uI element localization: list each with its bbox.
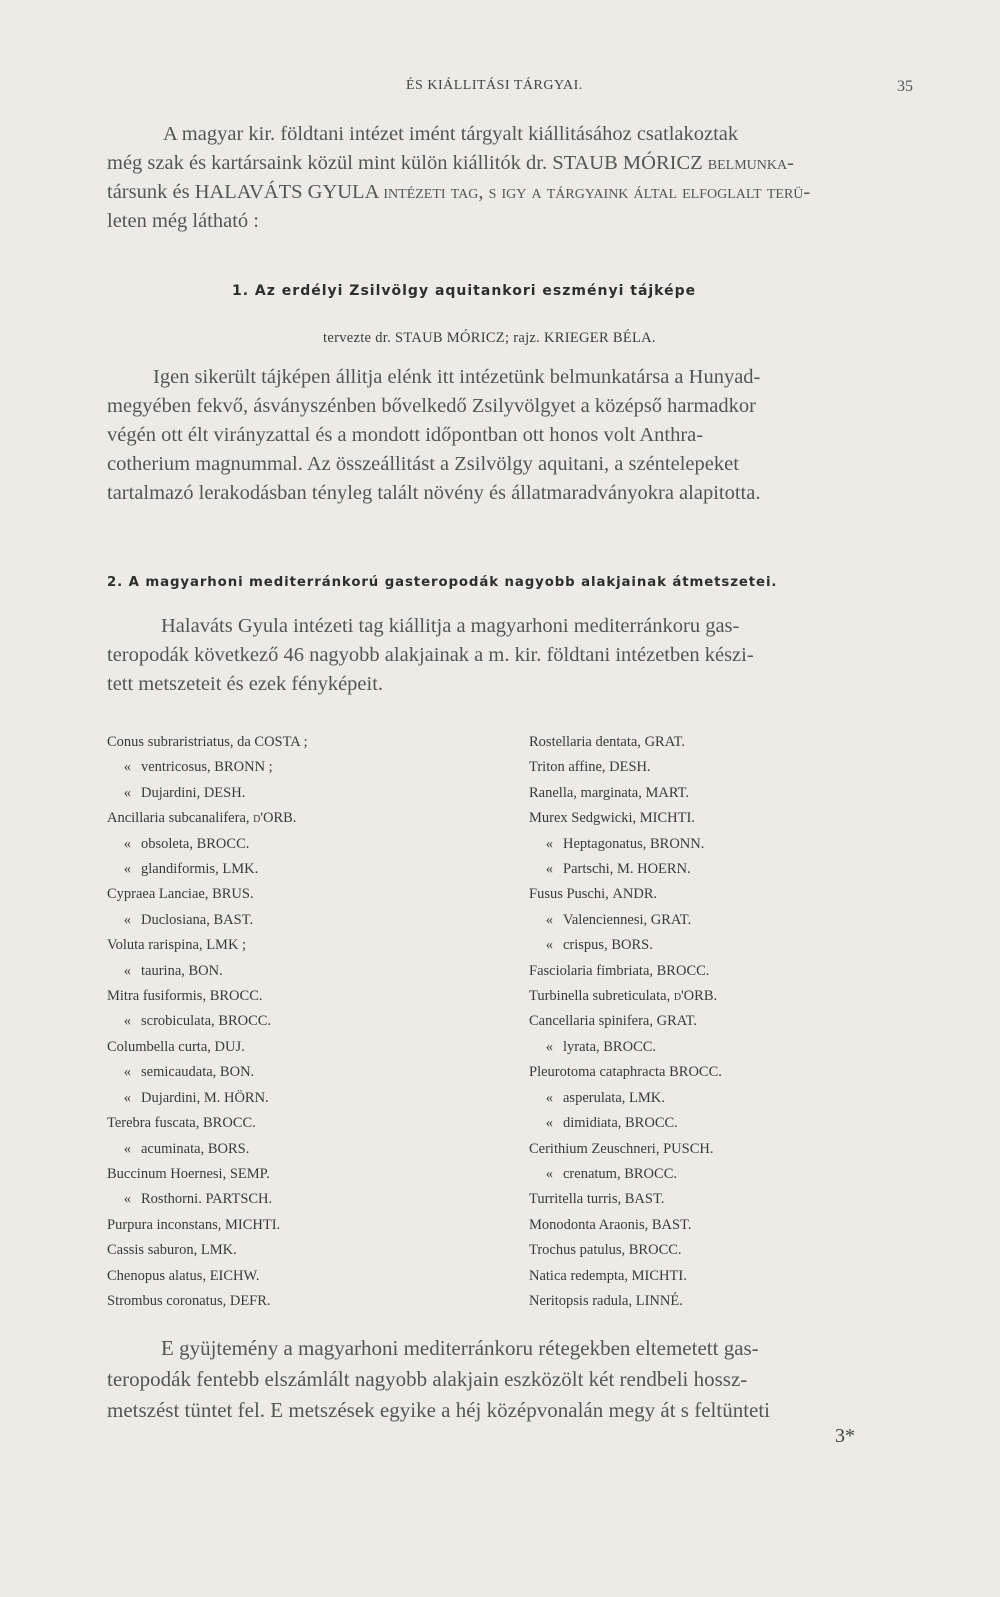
species-name: Dujardini, bbox=[141, 784, 201, 801]
species-author: GRAT. bbox=[644, 734, 685, 750]
species-name: Strombus coronatus, bbox=[107, 1292, 227, 1309]
species-name: Mitra fusiformis, bbox=[107, 988, 207, 1005]
species-name: crispus, bbox=[563, 937, 608, 954]
species-entry bbox=[107, 959, 308, 984]
species-entry bbox=[529, 1060, 722, 1085]
species-author: BROCC. bbox=[656, 962, 710, 979]
species-author: LINNÉ. bbox=[635, 1292, 683, 1309]
species-list-right bbox=[529, 730, 722, 1314]
species-entry bbox=[107, 882, 308, 907]
species-name: Columbella curta, bbox=[107, 1038, 211, 1055]
species-entry bbox=[107, 1086, 308, 1111]
species-entry bbox=[529, 832, 722, 857]
species-entry bbox=[107, 1111, 308, 1136]
species-author: HÖRN. bbox=[223, 1089, 269, 1106]
species-author: BROCC. bbox=[624, 1165, 677, 1182]
species-entry bbox=[107, 1238, 308, 1263]
species-name: Fusus Puschi, bbox=[529, 886, 609, 903]
species-entry bbox=[107, 984, 308, 1009]
species-author: DEFR. bbox=[229, 1292, 271, 1309]
ditto-mark: « bbox=[123, 835, 131, 852]
species-entry bbox=[107, 1213, 308, 1238]
species-entry bbox=[529, 1035, 722, 1060]
species-entry bbox=[529, 959, 722, 984]
body-line: Igen sikerült tájképen állitja elénk itt intézetünk belmunkatársa a Hunyad- bbox=[153, 366, 761, 388]
closing-paragraph bbox=[107, 1333, 919, 1426]
running-title: ÉS KIÁLLITÁSI TÁRGYAI. bbox=[406, 78, 583, 93]
species-entry bbox=[529, 1137, 722, 1162]
species-author: PUSCH. bbox=[663, 1140, 714, 1157]
species-name: Partschi, M. bbox=[563, 861, 634, 878]
ditto-mark: « bbox=[545, 835, 553, 852]
species-entry bbox=[529, 1086, 722, 1111]
species-entry bbox=[529, 857, 722, 882]
body-line: megyében fekvő, ásványszénben bővelkedő Zsilyvölgyet a középső harmadkor bbox=[107, 395, 756, 417]
body-line: teropodák következő 46 nagyobb alakjainak a m. kir. földtani intézetben készi- bbox=[107, 644, 754, 666]
species-author: d'ORB. bbox=[253, 810, 297, 827]
species-author: MICHTI. bbox=[639, 810, 695, 827]
species-entry bbox=[529, 755, 722, 780]
species-author: DESH. bbox=[609, 759, 651, 776]
species-entry bbox=[107, 1162, 308, 1187]
species-name: dimidiata, bbox=[563, 1115, 622, 1132]
species-author: COSTA ; bbox=[254, 734, 308, 750]
species-name: acuminata, bbox=[141, 1140, 205, 1157]
species-author: LMK. bbox=[200, 1242, 237, 1259]
species-name: ventricosus, bbox=[141, 759, 211, 776]
species-entry bbox=[107, 1035, 308, 1060]
ditto-mark: « bbox=[545, 911, 553, 928]
species-author: BROCC. bbox=[625, 1115, 678, 1132]
intro-paragraph bbox=[107, 120, 919, 236]
species-author: BON. bbox=[188, 962, 223, 979]
body-line: tett metszeteit és ezek fényképeit. bbox=[107, 673, 384, 695]
species-name: Ranella, marginata, bbox=[529, 784, 642, 801]
species-name: Dujardini, M. bbox=[141, 1089, 221, 1106]
intro-line: még szak és kartársaink közül mint külön kiállitók dr. STAUB MÓRICZ belmunka- bbox=[107, 152, 794, 174]
section-2-title: 2. A magyarhoni mediterránkorú gasteropodák nagyobb alakjainak átmetszetei. bbox=[107, 575, 778, 590]
species-name: lyrata, bbox=[563, 1038, 600, 1055]
species-entry bbox=[107, 1009, 308, 1034]
ditto-mark: « bbox=[545, 937, 553, 954]
intro-line: társunk és HALAVÁTS GYULA intézeti tag, s igy a tárgyaink által elfoglalt terü- bbox=[107, 181, 811, 203]
species-entry bbox=[529, 1213, 722, 1238]
species-entry bbox=[107, 781, 308, 806]
species-name: Terebra fuscata, bbox=[107, 1115, 200, 1132]
species-author: PARTSCH. bbox=[205, 1191, 273, 1208]
species-entry bbox=[107, 730, 308, 755]
species-author: EICHW. bbox=[209, 1267, 260, 1284]
species-name: crenatum, bbox=[563, 1165, 621, 1182]
species-author: BON. bbox=[219, 1064, 255, 1081]
species-name: Valenciennesi, bbox=[563, 911, 648, 928]
species-entry bbox=[529, 1111, 722, 1136]
species-author: HOERN. bbox=[637, 861, 691, 878]
species-entry bbox=[529, 1187, 722, 1212]
species-entry bbox=[107, 908, 308, 933]
body-line: tartalmazó lerakodásban tényleg talált növény és állatmaradványokra alapitotta. bbox=[107, 482, 761, 504]
species-author: BROCC. bbox=[603, 1038, 657, 1055]
species-name: Murex Sedgwicki, bbox=[529, 810, 637, 827]
species-author: GRAT. bbox=[656, 1013, 698, 1030]
species-entry bbox=[529, 781, 722, 806]
species-name: Buccinum Hoernesi, bbox=[107, 1165, 227, 1182]
species-name: Turritella turris, bbox=[529, 1191, 622, 1208]
species-name: Chenopus alatus, bbox=[107, 1267, 207, 1284]
species-author: d'ORB. bbox=[673, 988, 718, 1005]
species-author: LMK ; bbox=[206, 937, 247, 954]
species-name: Ancillaria subcanalifera, bbox=[107, 810, 250, 827]
species-name: Voluta rarispina, bbox=[107, 937, 203, 954]
ditto-mark: « bbox=[123, 911, 131, 928]
signature-mark: 3* bbox=[835, 1425, 855, 1447]
species-name: glandiformis, bbox=[141, 861, 219, 878]
species-name: Cypraea Lanciae, bbox=[107, 886, 209, 903]
species-name: Heptagonatus, bbox=[563, 835, 647, 852]
species-name: Natica redempta, bbox=[529, 1267, 629, 1284]
ditto-mark: « bbox=[123, 1191, 131, 1208]
ditto-mark: « bbox=[123, 784, 131, 801]
species-name: Cerithium Zeuschneri, bbox=[529, 1140, 660, 1157]
species-entry bbox=[107, 1289, 308, 1314]
section-1-body bbox=[107, 363, 919, 508]
section-2-body bbox=[107, 612, 919, 699]
ditto-mark: « bbox=[545, 1038, 553, 1055]
species-name: obsoleta, bbox=[141, 835, 193, 852]
species-name: Neritopsis radula, bbox=[529, 1292, 633, 1309]
species-entry bbox=[529, 1238, 722, 1263]
species-author: MICHTI. bbox=[225, 1216, 281, 1233]
species-author: BAST. bbox=[624, 1191, 665, 1208]
ditto-mark: « bbox=[123, 861, 131, 878]
ditto-mark: « bbox=[545, 861, 553, 878]
species-entry bbox=[529, 806, 722, 831]
species-entry bbox=[107, 857, 308, 882]
species-author: BROCC. bbox=[669, 1064, 722, 1081]
page-number: 35 bbox=[897, 78, 913, 95]
ditto-mark: « bbox=[123, 1140, 131, 1157]
ditto-mark: « bbox=[123, 759, 131, 776]
species-author: DESH. bbox=[203, 784, 246, 801]
species-name: Triton affine, bbox=[529, 759, 606, 776]
species-author: BAST. bbox=[651, 1216, 692, 1233]
body-line: cotherium magnummal. Az összeállitást a Zsilvölgy aquitani, a széntelepeket bbox=[107, 453, 739, 475]
ditto-mark: « bbox=[123, 1013, 131, 1030]
ditto-mark: « bbox=[123, 1089, 131, 1106]
species-author: BRONN ; bbox=[214, 759, 273, 776]
ditto-mark: « bbox=[545, 1115, 553, 1132]
species-author: BROCC. bbox=[203, 1115, 256, 1132]
species-name: Turbinella subreticulata, bbox=[529, 988, 671, 1005]
species-list-left bbox=[107, 730, 308, 1314]
species-entry bbox=[529, 1264, 722, 1289]
ditto-mark: « bbox=[123, 1064, 131, 1081]
species-name: Rosthorni. bbox=[141, 1191, 202, 1208]
species-author: MICHTI. bbox=[631, 1267, 687, 1284]
page-header bbox=[0, 70, 1000, 100]
species-name: Monodonta Araonis, bbox=[529, 1216, 649, 1233]
species-entry bbox=[107, 1264, 308, 1289]
species-author: LMK. bbox=[222, 861, 259, 878]
species-entry bbox=[529, 1162, 722, 1187]
species-entry bbox=[107, 933, 308, 958]
species-entry bbox=[529, 984, 722, 1009]
species-name: Trochus patulus, bbox=[529, 1242, 626, 1259]
section-1-title: 1. Az erdélyi Zsilvölgy aquitankori eszményi tájképe bbox=[232, 283, 697, 299]
species-author: BRONN. bbox=[649, 835, 705, 852]
species-entry bbox=[529, 933, 722, 958]
intro-line: leten még látható : bbox=[107, 210, 259, 232]
species-name: Pleurotoma cataphracta bbox=[529, 1064, 666, 1081]
species-name: taurina, bbox=[141, 962, 185, 979]
ditto-mark: « bbox=[123, 962, 131, 979]
species-author: LMK. bbox=[629, 1089, 665, 1106]
intro-line: A magyar kir. földtani intézet imént tárgyalt kiállitásához csatlakoztak bbox=[163, 123, 739, 145]
species-author: BROCC. bbox=[209, 988, 263, 1005]
body-line: metszést tüntet fel. E metszések egyike a héj középvonalán megy át s feltünteti bbox=[107, 1398, 771, 1422]
body-line: Halaváts Gyula intézeti tag kiállitja a magyarhoni mediterránkoru gas- bbox=[161, 615, 740, 637]
species-author: MART. bbox=[645, 784, 690, 801]
body-line: végén ott élt virányzattal és a mondott időpontban ott honos volt Anthra- bbox=[107, 424, 704, 446]
species-author: BORS. bbox=[207, 1140, 250, 1157]
species-entry bbox=[529, 882, 722, 907]
species-author: BAST. bbox=[213, 911, 254, 928]
species-name: Purpura inconstans, bbox=[107, 1216, 222, 1233]
species-author: GRAT. bbox=[650, 911, 692, 928]
species-author: BRUS. bbox=[212, 886, 254, 903]
species-author: DUJ. bbox=[214, 1038, 245, 1055]
body-line: E gyüjtemény a magyarhoni mediterránkoru rétegekben eltemetett gas- bbox=[161, 1336, 759, 1360]
species-entry bbox=[529, 1289, 722, 1314]
species-name: Cassis saburon, bbox=[107, 1242, 198, 1259]
species-author: ANDR. bbox=[612, 886, 658, 903]
species-name: asperulata, bbox=[563, 1089, 626, 1106]
species-entry bbox=[107, 806, 308, 831]
species-name: Rostellaria dentata, bbox=[529, 734, 641, 750]
species-entry bbox=[107, 1137, 308, 1162]
ditto-mark: « bbox=[545, 1089, 553, 1106]
species-entry bbox=[529, 730, 722, 755]
species-name: Duclosiana, bbox=[141, 911, 210, 928]
species-author: BROCC. bbox=[628, 1242, 682, 1259]
species-entry bbox=[107, 755, 308, 780]
species-author: SEMP. bbox=[229, 1165, 270, 1182]
species-author: BROCC. bbox=[218, 1013, 272, 1030]
species-entry bbox=[107, 832, 308, 857]
species-name: Cancellaria spinifera, bbox=[529, 1013, 653, 1030]
species-entry bbox=[107, 1060, 308, 1085]
species-name: Conus subraristriatus, da bbox=[107, 734, 251, 750]
species-author: BORS. bbox=[611, 937, 653, 954]
section-1-credit: tervezte dr. STAUB MÓRICZ; rajz. KRIEGER BÉLA. bbox=[323, 330, 656, 346]
body-line: teropodák fentebb elszámlált nagyobb alakjain eszközölt két rendbeli hossz- bbox=[107, 1367, 748, 1391]
species-entry bbox=[107, 1187, 308, 1212]
species-entry bbox=[529, 908, 722, 933]
species-name: Fasciolaria fimbriata, bbox=[529, 962, 654, 979]
species-name: semicaudata, bbox=[141, 1064, 217, 1081]
species-name: scrobiculata, bbox=[141, 1013, 215, 1030]
species-entry bbox=[529, 1009, 722, 1034]
species-author: BROCC. bbox=[196, 835, 250, 852]
ditto-mark: « bbox=[545, 1165, 553, 1182]
